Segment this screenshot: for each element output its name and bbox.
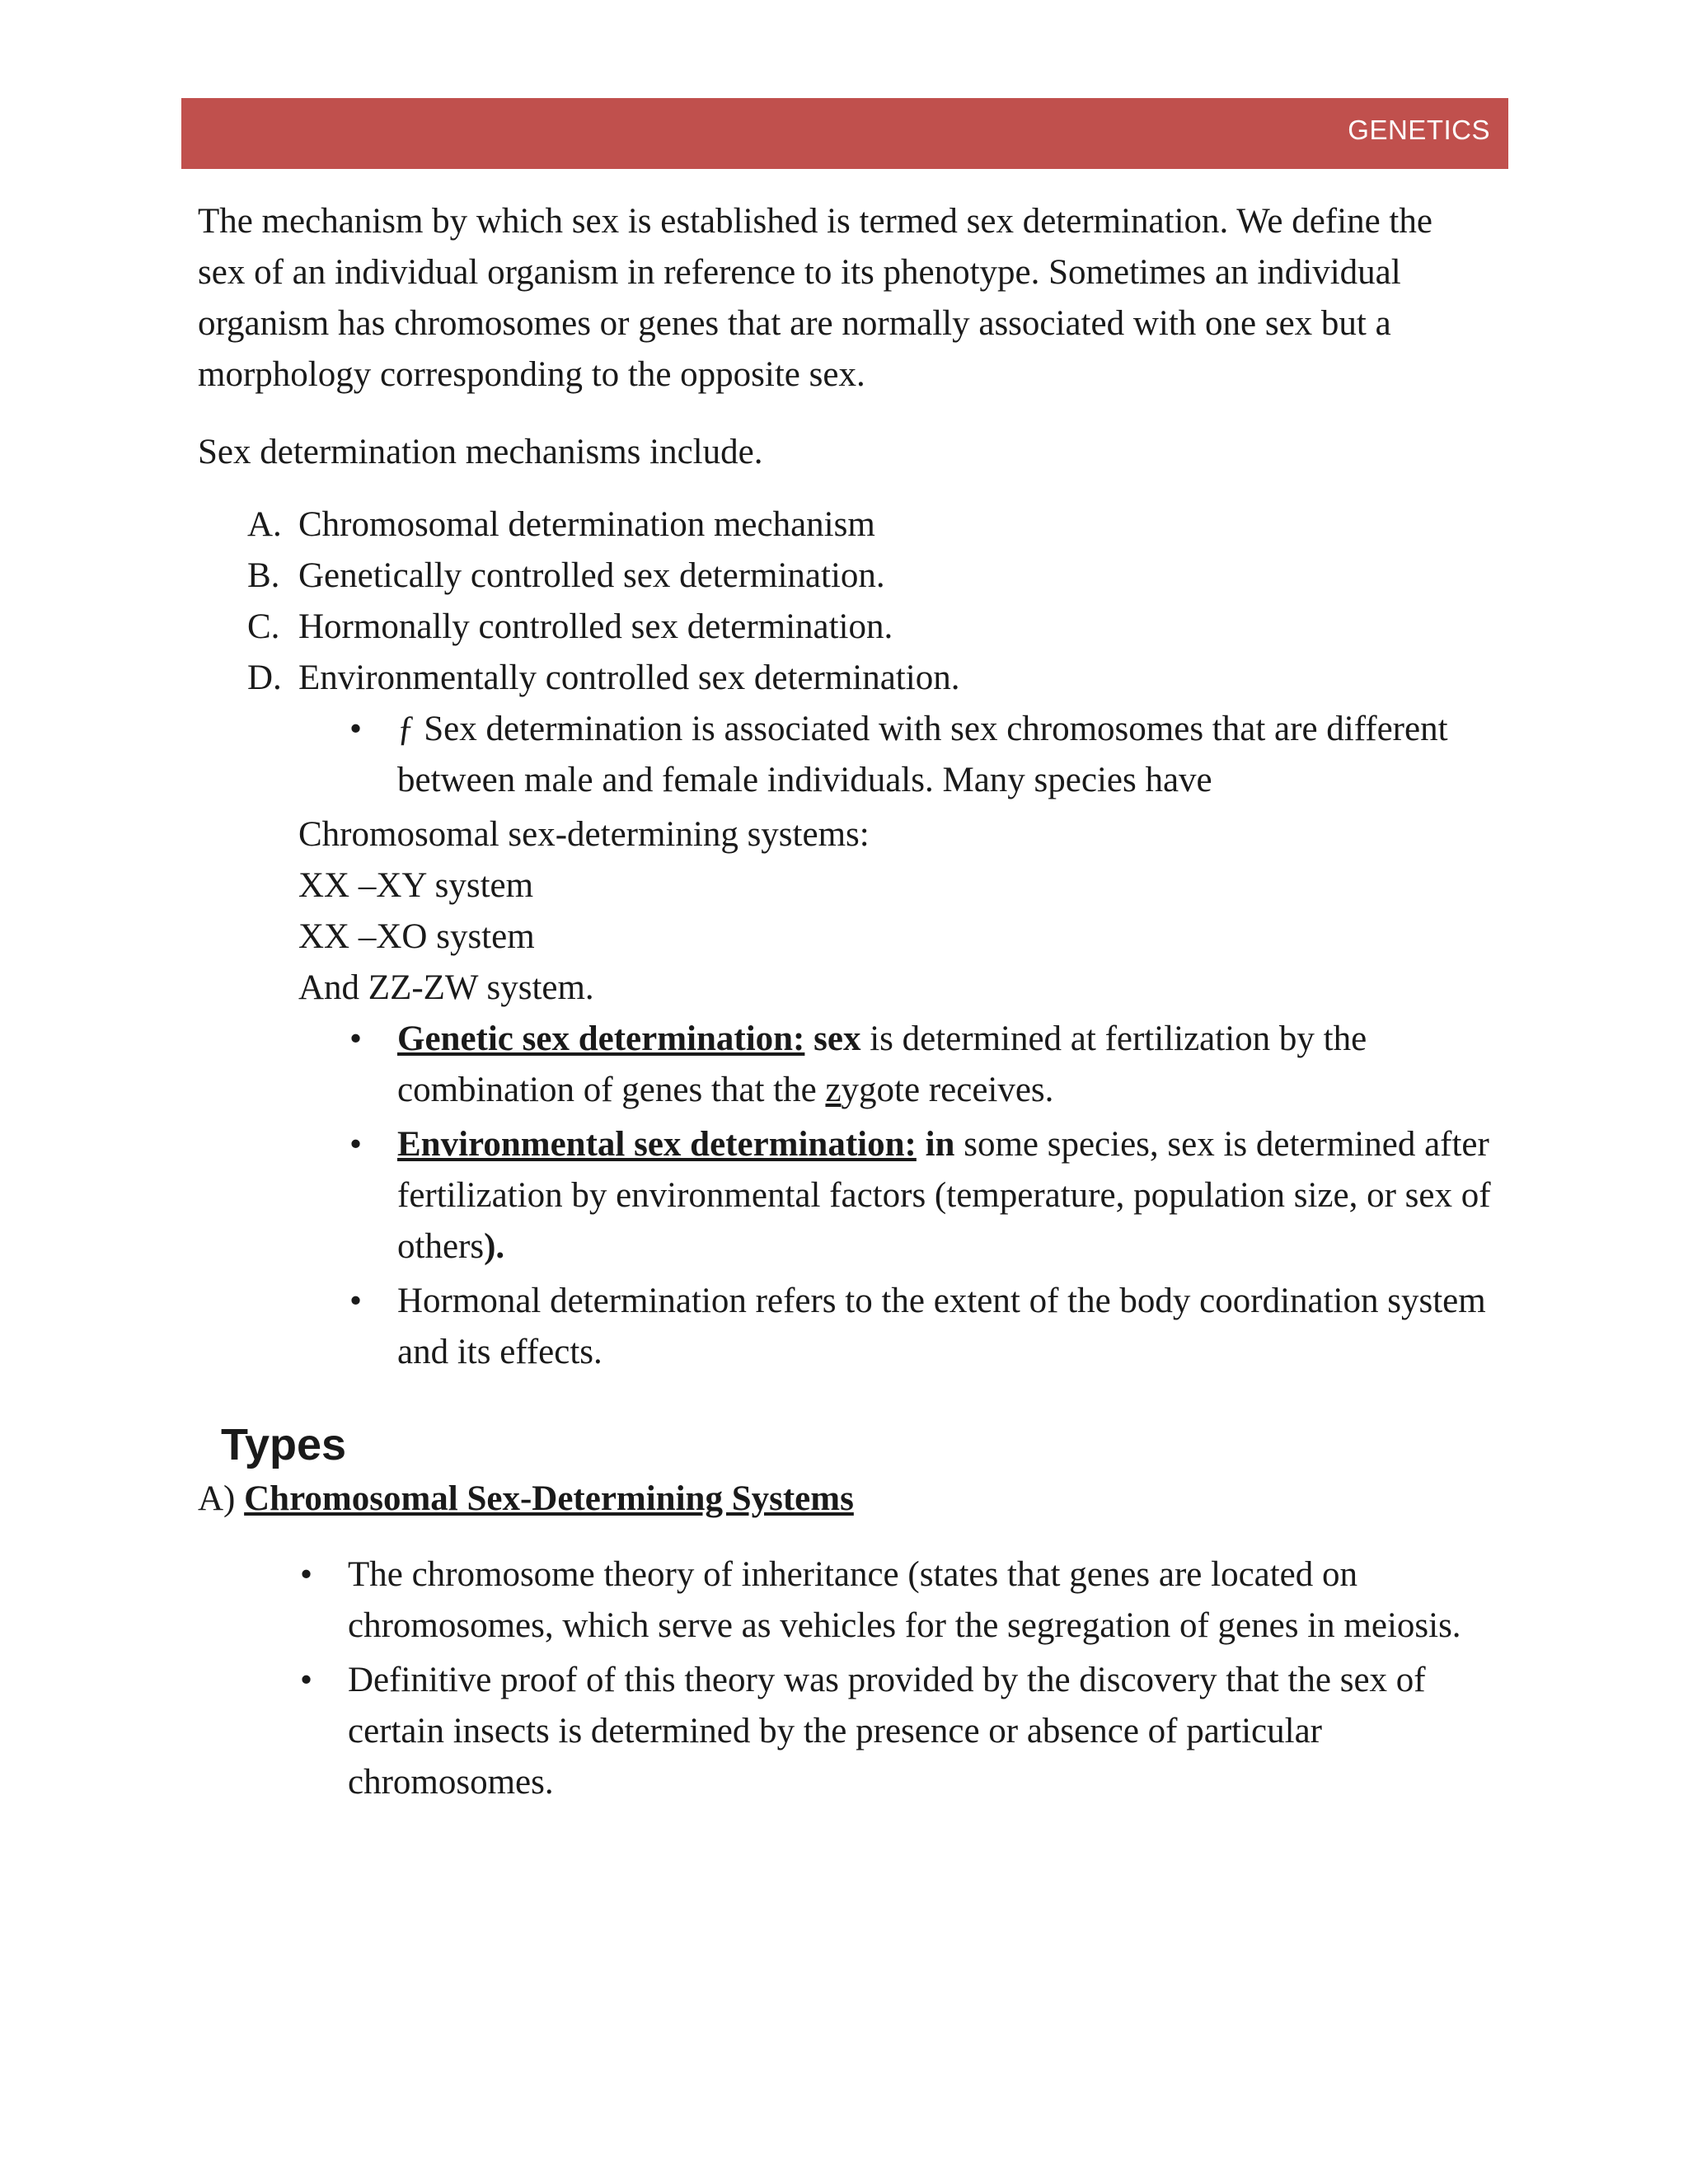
intro-paragraph: The mechanism by which sex is established is termed sex determination. We define the sex of an individual organism in reference to its phenotype. Sometimes an individual organism has chromosomes or genes that are normally associated with one sex but a morphology corresponding to the opposite sex.	[198, 202, 1432, 394]
bullet-icon: •	[349, 1019, 363, 1058]
header-bar	[181, 98, 1508, 169]
section-title: A) Chromosomal Sex-Determining Systems	[198, 1479, 854, 1518]
chromosomal-bullet-list	[198, 704, 1517, 806]
mechanisms-list	[198, 499, 1517, 704]
bullet-icon: •	[300, 1661, 313, 1699]
bullet-icon: •	[300, 1555, 313, 1594]
genetic-bold: sex	[814, 1019, 861, 1058]
bullet-icon: •	[349, 1125, 363, 1164]
genetic-title: Genetic sex determination:	[397, 1019, 805, 1058]
determination-bullets	[198, 1014, 1517, 1378]
system-xx-xo: XX –XO system	[298, 917, 535, 956]
environmental-title: Environmental sex determination:	[397, 1125, 917, 1164]
section-bullet-theory: • The chromosome theory of inheritance (states that genes are located on chromosomes, which serve as vehicles for the segregation of genes in meiosis.	[198, 1549, 1517, 1652]
header-label: GENETICS	[1348, 115, 1490, 145]
mechanism-item-d: D. Environmentally controlled sex determination.	[247, 658, 960, 697]
section-bullets	[198, 1549, 1517, 1808]
environmental-bold: in	[925, 1125, 955, 1164]
system-xx-xy: XX –XY system	[298, 866, 534, 905]
bullet-hormonal: • Hormonal determination refers to the extent of the body coordination system and its effects.	[198, 1276, 1517, 1378]
mechanism-item-a: A. Chromosomal determination mechanism	[247, 505, 875, 544]
section-bullet-proof: • Definitive proof of this theory was provided by the discovery that the sex of certain insects is determined by the presence or absence of particular chromosomes.	[198, 1655, 1517, 1808]
mechanisms-lead: Sex determination mechanisms include.	[198, 433, 763, 471]
types-heading: Types	[221, 1420, 347, 1469]
document-body	[198, 196, 1517, 1811]
bullet-environmental: • Environmental sex determination: in some species, sex is determined after fertilization by environmental factors (temperature, population size, or sex of others).	[198, 1119, 1517, 1272]
bullet-genetic: • Genetic sex determination: sex is determined at fertilization by the combination of genes that the zygote receives.	[198, 1014, 1517, 1116]
mechanism-item-c: C. Hormonally controlled sex determination.	[247, 607, 893, 646]
bullet-icon: •	[349, 710, 363, 748]
bullet-chromosomal: • ƒ Sex determination is associated with sex chromosomes that are different between male and female individuals. Many species have	[198, 704, 1517, 806]
system-zz-zw: And ZZ-ZW system.	[298, 968, 594, 1007]
bullet-icon: •	[349, 1282, 363, 1320]
systems-intro: Chromosomal sex-determining systems:	[298, 815, 870, 854]
mechanism-item-b: B. Genetically controlled sex determination.	[247, 556, 885, 595]
